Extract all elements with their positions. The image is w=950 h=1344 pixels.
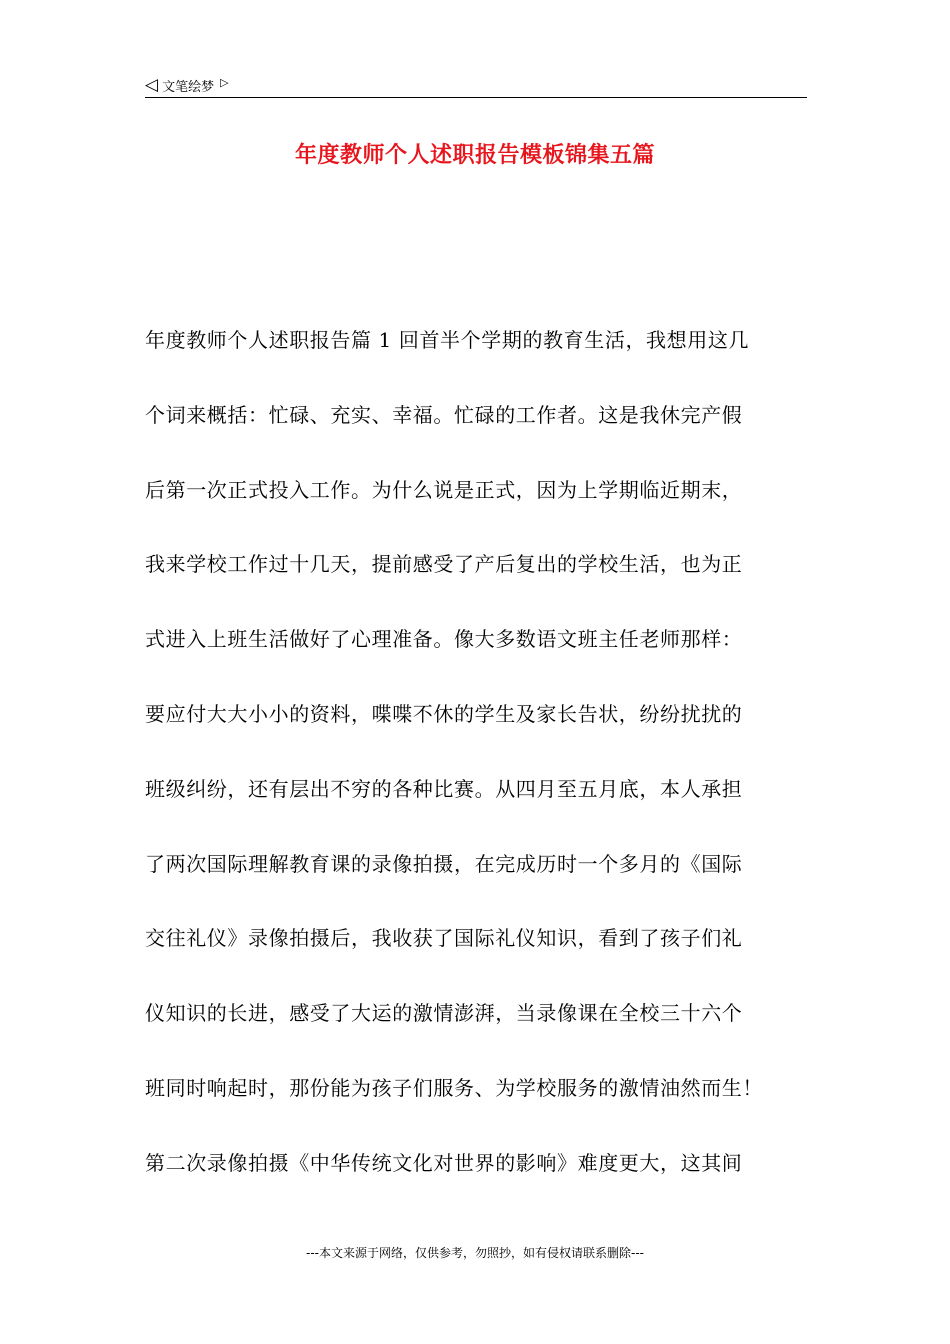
body-line: 班级纠纷，还有层出不穷的各种比赛。从四月至五月底，本人承担 [145, 776, 743, 801]
body-line: 要应付大大小小的资料，喋喋不休的学生及家长告状，纷纷扰扰的 [145, 701, 743, 726]
body-line: 交往礼仪》录像拍摄后，我收获了国际礼仪知识，看到了孩子们礼 [145, 926, 743, 951]
body-line: 个词来概括：忙碌、充实、幸福。忙碌的工作者。这是我休完产假 [145, 402, 743, 427]
body-line: 班同时响起时，那份能为孩子们服务、为学校服务的激情油然而生！ [145, 1075, 763, 1100]
body-line: 年度教师个人述职报告篇 1 回首半个学期的教育生活，我想用这几 [145, 328, 750, 352]
header-divider [145, 97, 807, 98]
body-line: 了两次国际理解教育课的录像拍摄，在完成历时一个多月的《国际 [145, 851, 743, 876]
body-line: 我来学校工作过十几天，提前感受了产后复出的学校生活，也为正 [145, 552, 743, 577]
triangle-right-icon: ▷ [220, 75, 229, 89]
footer-disclaimer: ---本文来源于网络，仅供参考，勿照抄，如有侵权请联系删除--- [306, 1246, 644, 1260]
header-brand [145, 74, 229, 96]
header-label: 文笔绘梦 [162, 79, 215, 95]
triangle-left-icon: ◁ [145, 74, 159, 95]
body-line: 仪知识的长进，感受了大运的激情澎湃，当录像课在全校三十六个 [145, 1001, 743, 1026]
document-body [145, 328, 825, 1226]
body-line: 式进入上班生活做好了心理准备。像大多数语文班主任老师那样： [145, 627, 743, 652]
body-line: 后第一次正式投入工作。为什么说是正式，因为上学期临近期末， [145, 477, 743, 502]
body-line: 第二次录像拍摄《中华传统文化对世界的影响》难度更大，这其间 [145, 1150, 743, 1175]
document-title: 年度教师个人述职报告模板锦集五篇 [294, 142, 655, 168]
